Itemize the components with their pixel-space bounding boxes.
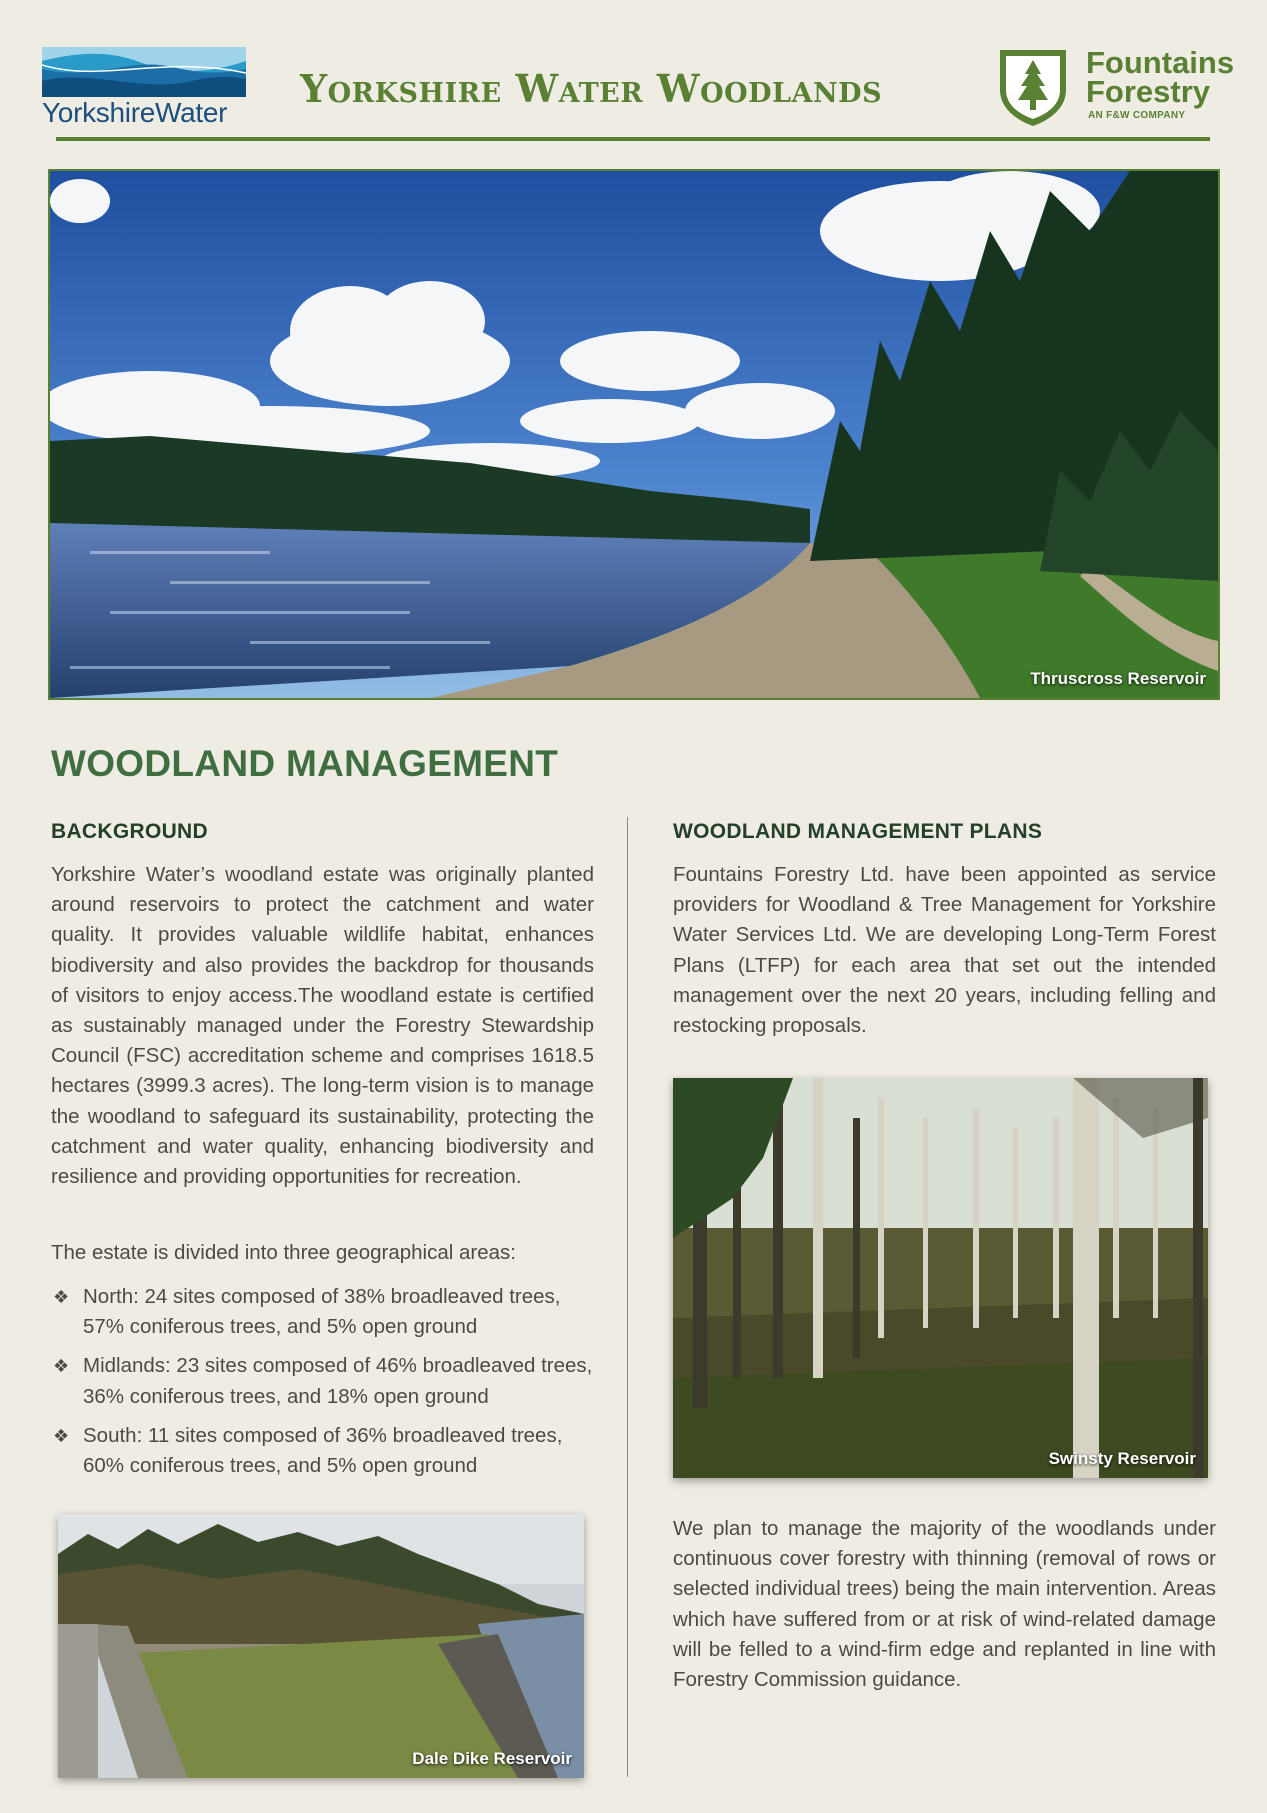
photo-dale-dike [58,1514,584,1778]
diamond-bullet-icon: ❖ [53,1425,70,1446]
ff-line1: Fountains [1086,45,1235,80]
areas-list [51,1282,594,1490]
list-item [51,1282,594,1342]
tree-shield-icon [996,46,1070,128]
continuous-cover-paragraph: We plan to manage the majority of the woodlands under continuous cover forestry with thinning (removal of rows or selected individual trees) being the main intervention. Areas which have suffered from or at risk of wind-related damage will be felled to a wind-firm edge and replanted in line with Forestry Commission guidance. [673,1517,1216,1692]
hero-photo-thruscross [48,169,1220,700]
yorkshire-water-logo [42,47,246,133]
ff-subtitle: AN F&W COMPANY [1088,110,1186,121]
section-title: WOODLAND MANAGEMENT [51,743,559,784]
swinsty-caption: Swinsty Reservoir [1048,1449,1196,1468]
dale-dike-caption: Dale Dike Reservoir [412,1749,572,1768]
photo-swinsty [673,1078,1208,1478]
fountains-forestry-logo [996,46,1236,132]
page-title: Yorkshire Water Woodlands [300,66,883,111]
area-south: South: 11 sites composed of 36% broadleaved trees, 60% coniferous trees, and 5% open ground [83,1423,563,1478]
areas-lead-text: The estate is divided into three geographical areas: [51,1241,516,1264]
plans-paragraph: Fountains Forestry Ltd. have been appointed as service providers for Woodland & Tree Management for Yorkshire Water Services Ltd. We are developing Long-Term Forest Plans (LTFP) for each area that set out the intended management over the next 20 years, including felling and restocking proposals. [673,863,1216,1038]
swinsty-woodland-image [673,1078,1208,1478]
reservoir-landscape-image [50,171,1218,698]
diamond-bullet-icon: ❖ [53,1287,70,1307]
area-north: North: 24 sites composed of 38% broadleaved trees, 57% coniferous trees, and 5% open ground [83,1285,561,1339]
column-divider [627,817,628,1777]
area-midlands: Midlands: 23 sites composed of 46% broadleaved trees, 36% coniferous trees, and 18% open ground [83,1354,593,1408]
yorkshire-water-wordmark: YorkshireWater [42,97,228,128]
ff-line2: Forestry [1086,74,1211,109]
list-item [51,1351,594,1411]
background-paragraph: Yorkshire Water’s woodland estate was originally planted around reservoirs to protect the catchment and water quality. It provides valuable wildlife habitat, enhances biodiversity and also provides the backdrop for thousands of visitors to enjoy access.The woodland estate is certified as sustainably managed under the Forestry Stewardship Council (FSC) accreditation scheme and comprises 1618.5 hectares (3999.3 acres). The long-term vision is to manage the woodland to safeguard its sustainability, protecting the catchment and water quality, enhancing biodiversity and resilience and providing opportunities for recreation. [51,863,594,1189]
background-heading: BACKGROUND [51,820,208,843]
diamond-bullet-icon: ❖ [53,1356,70,1377]
plans-heading: WOODLAND MANAGEMENT PLANS [673,820,1043,843]
list-item [51,1421,594,1481]
fountains-forestry-wordmark [1086,45,1235,109]
hero-photo-caption: Thruscross Reservoir [1030,669,1206,688]
dale-dike-reservoir-image [58,1514,584,1778]
header-divider [56,137,1210,141]
water-wave-icon [42,47,246,97]
